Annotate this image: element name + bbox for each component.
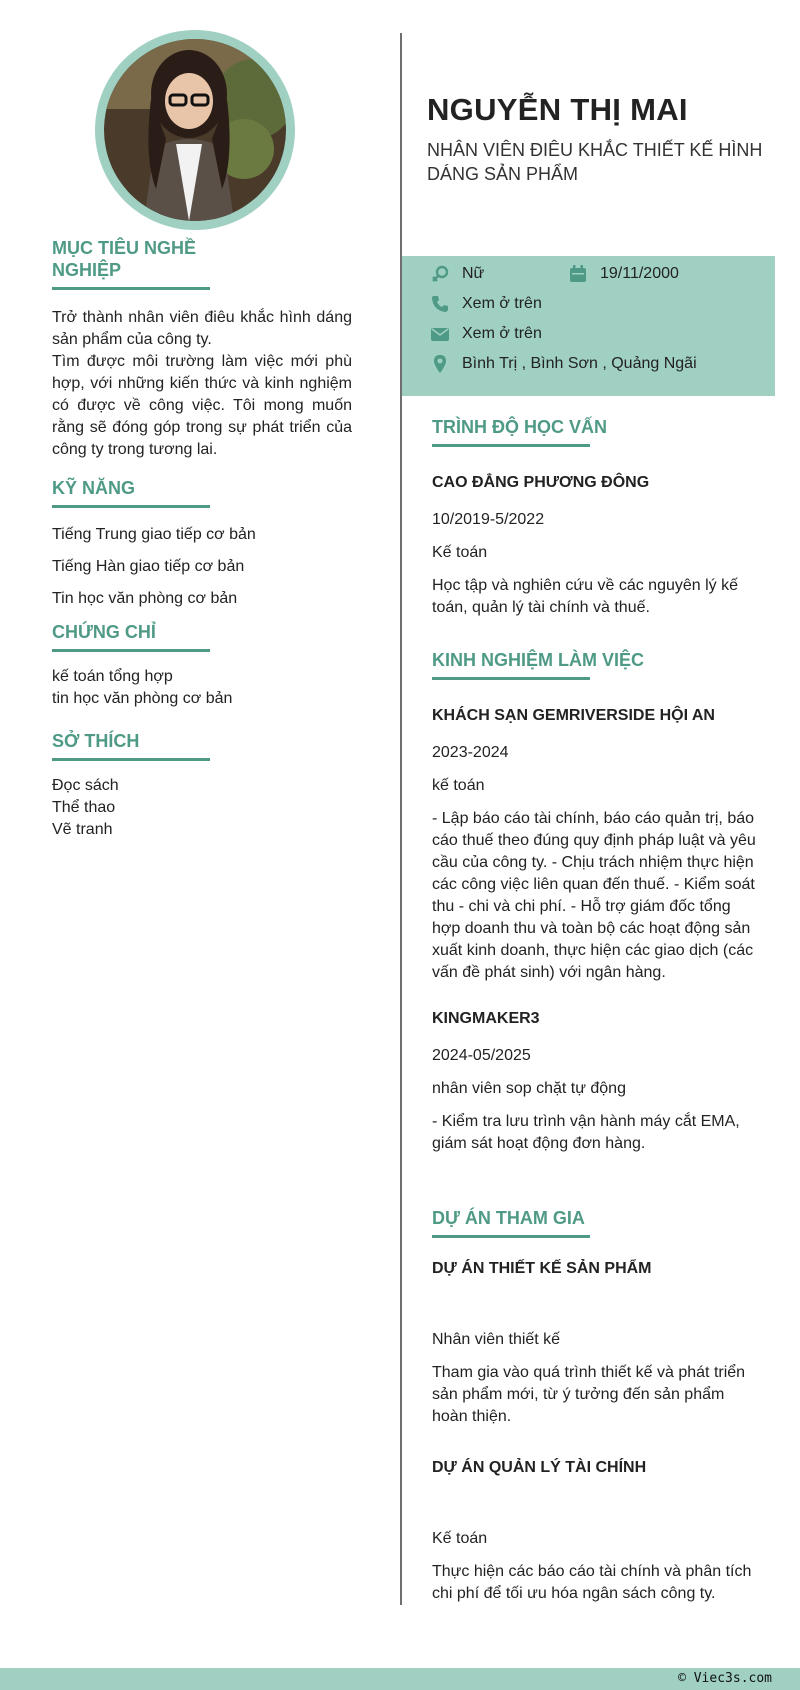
job-company: KINGMAKER3 bbox=[432, 1010, 540, 1027]
profile-photo bbox=[95, 30, 295, 230]
email-value: Xem ở trên bbox=[462, 325, 542, 342]
project-role: Kế toán bbox=[432, 1530, 488, 1547]
candidate-name: NGUYỄN THỊ MAI bbox=[427, 92, 688, 127]
job-period: 2024-05/2025 bbox=[432, 1047, 531, 1064]
objective-text-2: Tìm được môi trường làm việc mới phù hợp, với những kiến thức và kinh nghiệm có được về công việc. Tôi mong muốn rằng sẽ đóng góp trong sự phát triển của công ty trong tương lai. bbox=[52, 353, 352, 458]
projects-underline bbox=[432, 1235, 590, 1238]
certificate-item: kế toán tổng hợp bbox=[52, 668, 173, 685]
project-name: DỰ ÁN THIẾT KẾ SẢN PHẨM bbox=[432, 1260, 652, 1277]
calendar-icon bbox=[568, 264, 588, 284]
footer-bar bbox=[0, 1668, 800, 1690]
skill-item: Tiếng Trung giao tiếp cơ bản bbox=[52, 526, 256, 543]
experience-section bbox=[432, 649, 757, 1155]
gender-value: Nữ bbox=[462, 265, 485, 282]
birthday-row bbox=[568, 264, 679, 284]
skill-item: Tiếng Hàn giao tiếp cơ bản bbox=[52, 558, 245, 575]
certificate-item: tin học văn phòng cơ bản bbox=[52, 690, 233, 707]
hobbies-section bbox=[52, 730, 352, 841]
address-value: Bình Trị , Bình Sơn , Quảng Ngãi bbox=[462, 355, 697, 372]
job-description: - Lập báo cáo tài chính, báo cáo quản trị, báo cáo thuế theo đúng quy định pháp luật và yêu cầu của công ty. - Chịu trách nhiệm thực hiện các công việc liên quan đến thuế. - Kiểm soát thu - chi và chi phí. - Hỗ trợ giám đốc tổng hợp doanh thu và toàn bộ các hoạt động sản xuất kinh doanh, thực hiện các giao dịch (các vấn đề phát sinh) với ngân hàng. bbox=[432, 810, 756, 981]
education-title: TRÌNH ĐỘ HỌC VẤN bbox=[432, 417, 607, 437]
location-pin-icon bbox=[430, 354, 450, 374]
skill-item: Tin học văn phòng cơ bản bbox=[52, 590, 238, 607]
education-description: Học tập và nghiên cứu về các nguyên lý kế toán, quản lý tài chính và thuế. bbox=[432, 577, 738, 616]
project-description: Thực hiện các báo cáo tài chính và phân tích chi phí để tối ưu hóa ngân sách công ty. bbox=[432, 1563, 752, 1602]
project-role: Nhân viên thiết kế bbox=[432, 1331, 561, 1348]
job-position: nhân viên sop chặt tự động bbox=[432, 1080, 626, 1097]
experience-title: KINH NGHIỆM LÀM VIỆC bbox=[432, 650, 645, 670]
education-school: CAO ĐẲNG PHƯƠNG ĐÔNG bbox=[432, 474, 650, 491]
projects-section bbox=[432, 1207, 757, 1605]
project-description: Tham gia vào quá trình thiết kế và phát triển sản phẩm mới, từ ý tưởng đến sản phẩm hoàn thiện. bbox=[432, 1364, 746, 1425]
portrait-image bbox=[104, 39, 286, 221]
education-major: Kế toán bbox=[432, 544, 488, 561]
job-position: kế toán bbox=[432, 777, 485, 794]
footer-credit: © Viec3s.com bbox=[678, 1671, 772, 1686]
objective-title: MỤC TIÊU NGHỀ NGHIỆP bbox=[52, 238, 196, 280]
phone-row bbox=[430, 294, 542, 314]
project-name: DỰ ÁN QUẢN LÝ TÀI CHÍNH bbox=[432, 1459, 647, 1476]
hobbies-title: SỞ THÍCH bbox=[52, 731, 140, 751]
job-description: - Kiểm tra lưu trình vận hành máy cắt EMA, giám sát hoạt động đơn hàng. bbox=[432, 1113, 740, 1152]
objective-underline bbox=[52, 287, 210, 290]
objective-section bbox=[52, 237, 352, 461]
certificates-title: CHỨNG CHỈ bbox=[52, 622, 156, 642]
hobbies-underline bbox=[52, 758, 210, 761]
email-icon bbox=[430, 324, 450, 344]
job-period: 2023-2024 bbox=[432, 744, 509, 761]
email-row bbox=[430, 324, 542, 344]
experience-underline bbox=[432, 677, 590, 680]
education-period: 10/2019-5/2022 bbox=[432, 511, 545, 528]
job-company: KHÁCH SẠN GEMRIVERSIDE HỘI AN bbox=[432, 707, 715, 724]
gender-row bbox=[430, 264, 484, 284]
objective-text-1: Trở thành nhân viên điêu khắc hình dáng sản phẩm của công ty. bbox=[52, 309, 352, 348]
phone-icon bbox=[430, 294, 450, 314]
skills-title: KỸ NĂNG bbox=[52, 478, 136, 498]
phone-value: Xem ở trên bbox=[462, 295, 542, 312]
hobby-item: Vẽ tranh bbox=[52, 821, 113, 838]
hobby-item: Thể thao bbox=[52, 799, 116, 816]
certificates-underline bbox=[52, 649, 210, 652]
gender-icon bbox=[430, 264, 450, 284]
birthday-value: 19/11/2000 bbox=[600, 265, 679, 282]
address-row bbox=[430, 354, 697, 374]
projects-title: DỰ ÁN THAM GIA bbox=[432, 1208, 585, 1228]
contact-panel bbox=[402, 256, 775, 396]
certificates-section bbox=[52, 621, 352, 710]
hobby-item: Đọc sách bbox=[52, 777, 119, 794]
job-title: NHÂN VIÊN ĐIÊU KHẮC THIẾT KẾ HÌNH DÁNG SẢN PHẨM bbox=[427, 140, 763, 184]
education-section bbox=[432, 416, 757, 619]
skills-underline bbox=[52, 505, 210, 508]
education-underline bbox=[432, 444, 590, 447]
skills-section bbox=[52, 477, 352, 610]
